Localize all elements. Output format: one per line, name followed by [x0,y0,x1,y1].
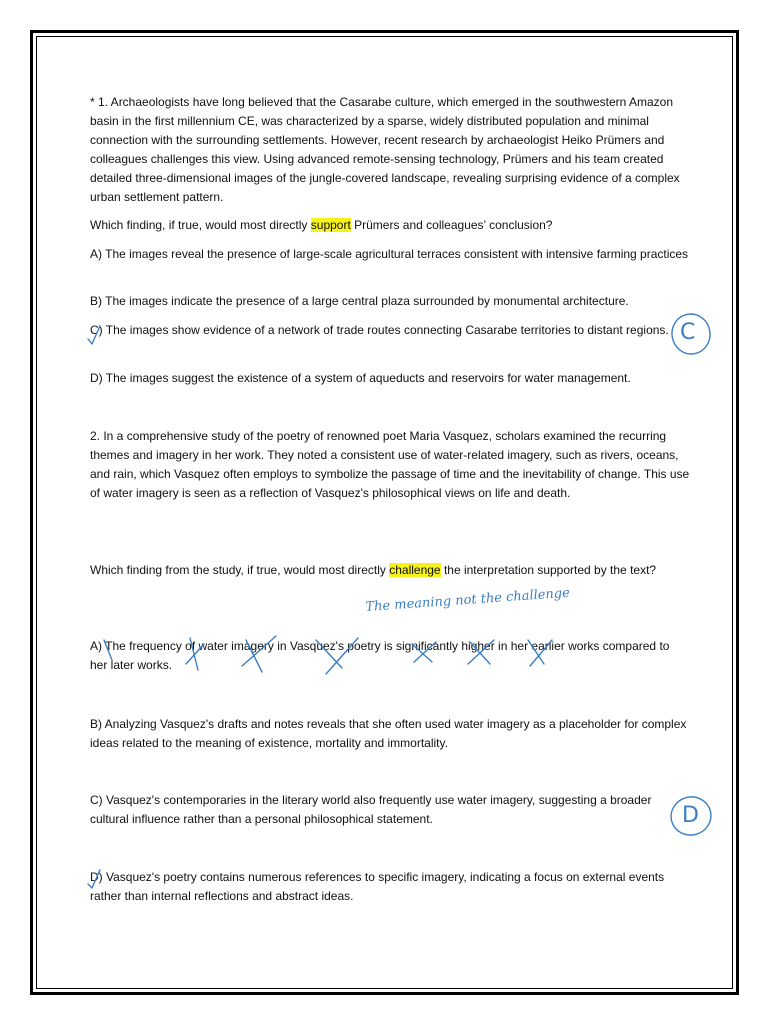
q1-highlight-support: support [310,218,351,232]
q1-option-b: B) The images indicate the presence of a large central plaza surrounded by monumental architecture. [90,294,629,308]
q2-highlight-challenge: challenge [389,563,441,577]
handwritten-answer-q1: C [680,320,696,345]
q1-option-d: D) The images suggest the existence of a system of aqueducts and reservoirs for water management. [90,371,631,385]
q1-option-a: A) The images reveal the presence of large-scale agricultural terraces consistent with intensive farming practices [90,247,689,261]
handwritten-note: The meaning not the challenge [364,585,571,615]
handwritten-answer-q2: D [682,803,699,828]
q2-stem: 2. In a comprehensive study of the poetry of renowned poet Maria Vasquez, scholars examined the recurring themes and imagery in her work. They noted a consistent use of water-related imagery, such as rivers, oceans, and rain, which Vasquez often employs to symbolize the passage of time and the inevitability of change. This use of water imagery is seen as a reflection of Vasquez's philosophical views on life and death. [90,429,690,500]
q2-option-d: D) Vasquez's poetry contains numerous references to specific imagery, indicating a focus on external events rather than internal reflections and abstract ideas. [90,870,665,903]
q2-option-a: A) The frequency of water imagery in Vasquez's poetry is significantly higher in her earlier works compared to her later works. [90,639,670,672]
q1-stem: * 1. Archaeologists have long believed that the Casarabe culture, which emerged in the southwestern Amazon basin in the first millennium CE, was characterized by a sparse, widely distributed population and minimal connection with the surrounding settlements. However, recent research by archaeologist Heiko Prümers and colleagues challenges this view. Using advanced remote-sensing technology, Prümers and his team created detailed three-dimensional images of the jungle-covered landscape, revealing surprising evidence of a complex urban settlement pattern. [90,95,680,204]
q2-option-c: C) Vasquez's contemporaries in the literary world also frequently use water imagery, suggesting a broader cultural influence rather than a personal philosophical statement. [90,793,652,826]
q2-option-b: B) Analyzing Vasquez's drafts and notes reveals that she often used water imagery as a placeholder for complex ideas related to the meaning of existence, mortality and immortality. [90,717,687,750]
q2-question: Which finding from the study, if true, would most directly challenge the interpretation supported by the text? [90,563,657,577]
q1-question: Which finding, if true, would most directly support Prümers and colleagues’ conclusion? [90,218,553,232]
q1-option-c: C) The images show evidence of a network of trade routes connecting Casarabe territories to distant regions. [90,323,669,337]
